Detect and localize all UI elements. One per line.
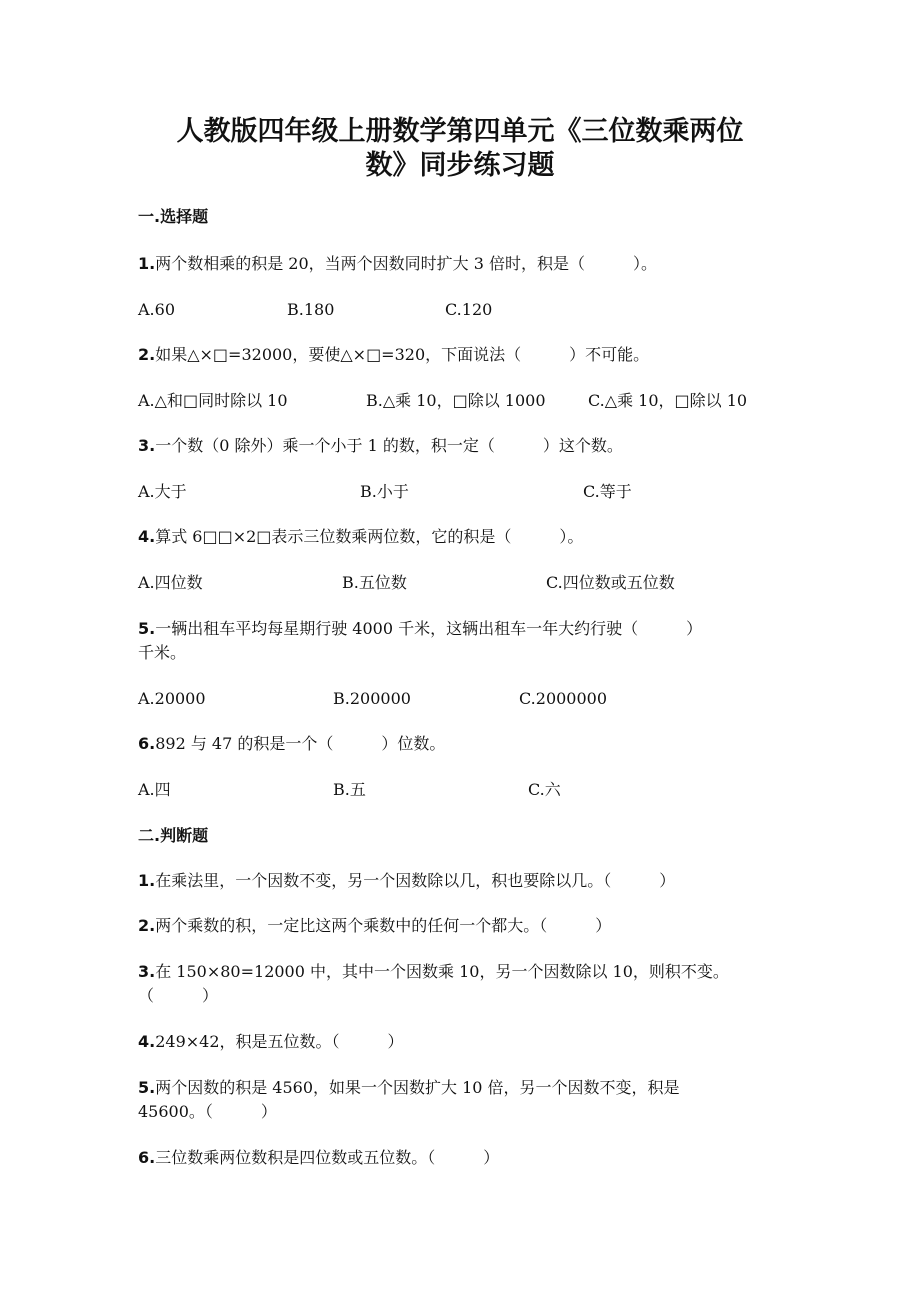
option-b: B.△乘 10，□除以 1000 [366,391,546,410]
section-heading-choice: 一.选择题 [138,207,209,226]
judgment-1 [138,869,675,893]
option-b: B.五 [333,780,366,799]
judgment-6 [138,1146,499,1170]
question-5 [138,617,702,641]
question-number: 2. [138,345,156,364]
option-b: B.小于 [360,482,409,501]
question-number: 5. [138,619,156,638]
question-4 [138,525,583,549]
page-title-line1: 人教版四年级上册数学第四单元《三位数乘两位 [176,116,744,147]
option-a: A.60 [138,300,175,319]
question-text: 249×42，积是五位数。（ ） [155,1032,404,1051]
question-number: 4. [138,527,156,546]
option-c: C.六 [528,780,561,799]
option-c: C.等于 [583,482,632,501]
question-text: 两个乘数的积，一定比这两个乘数中的任何一个都大。（ ） [155,916,612,935]
question-number: 1. [138,254,156,273]
question-text: 在乘法里，一个因数不变，另一个因数除以几，积也要除以几。（ ） [155,871,676,890]
option-a: A.四位数 [138,573,203,592]
question-number: 6. [138,734,156,753]
question-text: 算式 6□□×2□表示三位数乘两位数，它的积是（ ）。 [155,527,584,546]
question-text: 一辆出租车平均每星期行驶 4000 千米，这辆出租车一年大约行驶（ ） [155,619,703,638]
option-c: C.四位数或五位数 [546,573,675,592]
option-c: C.△乘 10，□除以 10 [588,391,748,410]
question-text: 两个因数的积是 4560，如果一个因数扩大 10 倍，另一个因数不变，积是 [155,1078,680,1097]
question-number: 1. [138,871,156,890]
question-6 [138,732,445,756]
question-number: 3. [138,436,156,455]
question-2 [138,343,649,367]
page-title-line2: 数》同步练习题 [365,150,555,181]
question-number: 6. [138,1148,156,1167]
judgment-4 [138,1030,404,1054]
option-b: B.180 [287,300,335,319]
question-number: 5. [138,1078,156,1097]
judgment-3-continued: （ ） [138,986,219,1005]
option-a: A.△和□同时除以 10 [138,391,288,410]
question-number: 4. [138,1032,156,1051]
question-5-continued: 千米。 [138,643,187,662]
question-text: 三位数乘两位数积是四位数或五位数。（ ） [155,1148,500,1167]
question-text: 892 与 47 的积是一个（ ）位数。 [155,734,446,753]
option-a: A.20000 [138,689,206,708]
judgment-2 [138,914,611,938]
judgment-5-continued: 45600。（ ） [138,1102,277,1121]
question-text: 两个数相乘的积是 20，当两个因数同时扩大 3 倍时，积是（ ）。 [155,254,658,273]
question-text: 在 150×80=12000 中，其中一个因数乘 10，另一个因数除以 10，则积不变。 [155,962,729,981]
option-c: C.120 [445,300,493,319]
question-1 [138,252,657,276]
judgment-5 [138,1076,680,1100]
question-text: 一个数（0 除外）乘一个小于 1 的数，积一定（ ）这个数。 [155,436,623,455]
judgment-3 [138,960,729,984]
option-a: A.四 [138,780,171,799]
option-a: A.大于 [138,482,187,501]
section-heading-judgment: 二.判断题 [138,826,209,845]
question-number: 2. [138,916,156,935]
question-number: 3. [138,962,156,981]
option-b: B.200000 [333,689,411,708]
option-c: C.2000000 [519,689,608,708]
option-b: B.五位数 [342,573,407,592]
question-text: 如果△×□=32000，要使△×□=320，下面说法（ ）不可能。 [155,345,650,364]
question-3 [138,434,623,458]
